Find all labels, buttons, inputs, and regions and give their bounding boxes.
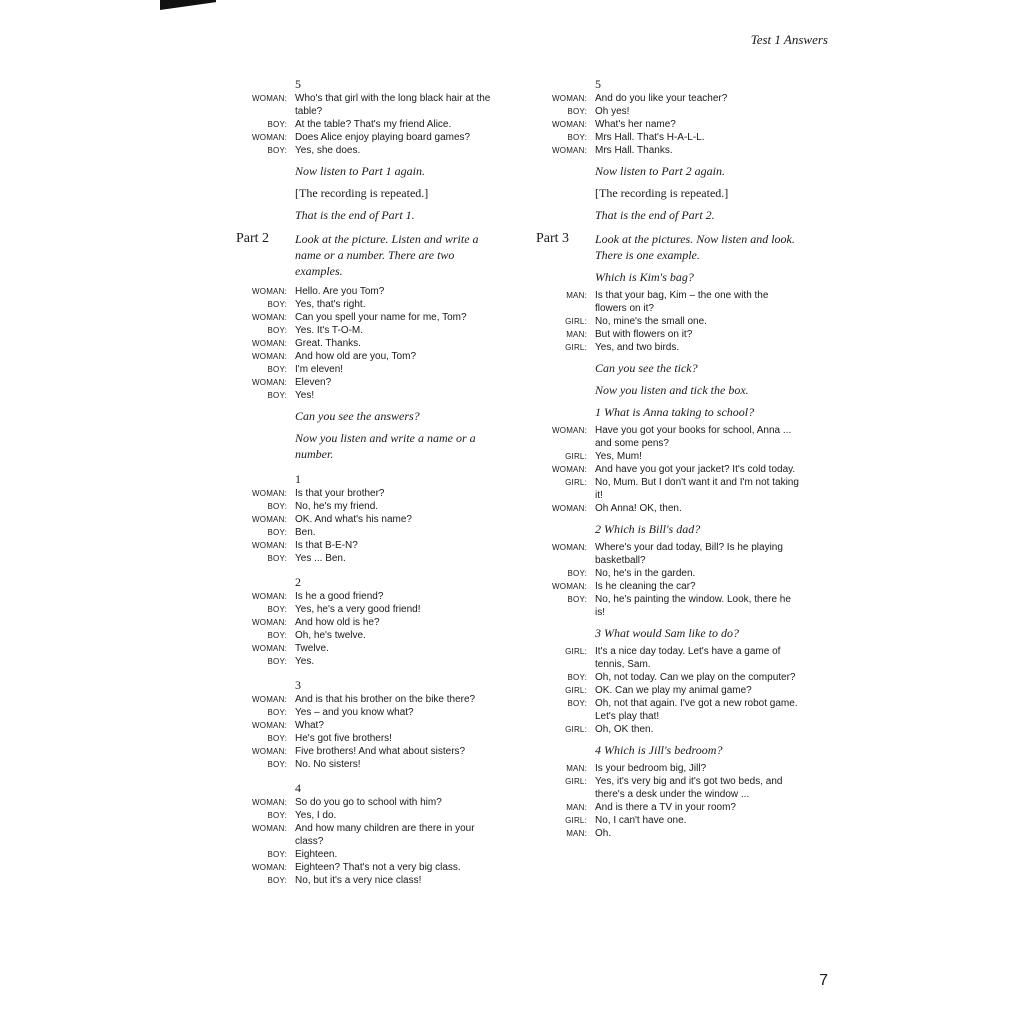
- speech-text: No, I can't have one.: [595, 815, 687, 826]
- speaker-label: WOMAN:: [252, 515, 287, 524]
- dialogue-line: [236, 363, 500, 376]
- see-answers-note: Can you see the answers?: [295, 409, 420, 423]
- dialogue-line: [236, 590, 500, 603]
- dialogue: [536, 424, 802, 515]
- repeated-note: [The recording is repeated.]: [295, 186, 429, 200]
- speech-text: At the table? That's my friend Alice.: [295, 119, 452, 130]
- speech-text: Oh yes!: [595, 106, 630, 117]
- dialogue-line: [536, 463, 802, 476]
- speaker-label: WOMAN:: [252, 378, 287, 387]
- speaker-label: BOY:: [267, 146, 287, 155]
- speaker-label: WOMAN:: [252, 313, 287, 322]
- speaker-label: BOY:: [567, 569, 587, 578]
- speaker-label: BOY:: [267, 631, 287, 640]
- dialogue-line: [536, 328, 802, 341]
- speech-text: Eleven?: [295, 377, 332, 388]
- speaker-label: WOMAN:: [252, 798, 287, 807]
- dialogue-line: [236, 809, 500, 822]
- dialogue-line: [536, 289, 802, 315]
- speech-text: Oh, not today. Can we play on the computer?: [595, 672, 796, 683]
- dialogue: [236, 590, 500, 668]
- dialogue: [536, 289, 802, 354]
- speech-text: No, he's my friend.: [295, 501, 379, 512]
- part-label: Part 2: [236, 231, 270, 246]
- speech-text: Is he a good friend?: [295, 591, 384, 602]
- speech-text: Yes!: [295, 390, 315, 401]
- speech-text: Is that your bag, Kim – the one with the flowers on it?: [595, 290, 769, 314]
- speaker-label: MAN:: [566, 829, 587, 838]
- speaker-label: WOMAN:: [252, 695, 287, 704]
- speaker-label: WOMAN:: [252, 489, 287, 498]
- speaker-label: WOMAN:: [252, 133, 287, 142]
- dialogue-line: [236, 706, 500, 719]
- example-question: Which is Kim's bag?: [595, 270, 694, 284]
- dialogue-line: [236, 719, 500, 732]
- dialogue-line: [236, 693, 500, 706]
- speech-text: OK. Can we play my animal game?: [595, 685, 752, 696]
- speech-text: No, mine's the small one.: [595, 316, 707, 327]
- speech-text: Mrs Hall. That's H-A-L-L.: [595, 132, 705, 143]
- speech-text: Who's that girl with the long black hair at the table?: [295, 93, 491, 117]
- dialogue: [536, 541, 802, 619]
- dialogue-line: [236, 848, 500, 861]
- dialogue-line: [236, 655, 500, 668]
- dialogue-line: [236, 732, 500, 745]
- speech-text: Yes, that's right.: [295, 299, 366, 310]
- speech-text: And is that his brother on the bike there?: [295, 694, 476, 705]
- speech-text: Does Alice enjoy playing board games?: [295, 132, 471, 143]
- speaker-label: GIRL:: [565, 686, 587, 695]
- speaker-label: WOMAN:: [252, 541, 287, 550]
- speaker-label: GIRL:: [565, 317, 587, 326]
- dialogue-line: [236, 350, 500, 363]
- speech-text: Is he cleaning the car?: [595, 581, 696, 592]
- speaker-label: BOY:: [267, 300, 287, 309]
- speaker-label: GIRL:: [565, 478, 587, 487]
- question: 4 Which is Jill's bedroom?: [595, 743, 723, 757]
- speaker-label: BOY:: [267, 391, 287, 400]
- dialogue-line: [536, 341, 802, 354]
- dialogue: [536, 92, 802, 157]
- speaker-label: WOMAN:: [552, 543, 587, 552]
- now-listen-note: Now you listen and tick the box.: [595, 383, 749, 397]
- speech-text: And have you got your jacket? It's cold today.: [595, 464, 796, 475]
- dialogue-line: [536, 144, 802, 157]
- speaker-label: BOY:: [567, 133, 587, 142]
- dialogue-line: [536, 118, 802, 131]
- dialogue-line: [236, 526, 500, 539]
- speech-text: Is that your brother?: [295, 488, 385, 499]
- dialogue-line: [236, 616, 500, 629]
- speech-text: No, but it's a very nice class!: [295, 875, 422, 886]
- page-number: 7: [819, 972, 828, 989]
- speaker-label: MAN:: [566, 803, 587, 812]
- speech-text: Twelve.: [295, 643, 329, 654]
- speaker-label: BOY:: [567, 699, 587, 708]
- speech-text: Ben.: [295, 527, 316, 538]
- speech-text: Is your bedroom big, Jill?: [595, 763, 707, 774]
- dialogue-line: [236, 861, 500, 874]
- dialogue: [236, 92, 500, 157]
- dialogue-line: [236, 796, 500, 809]
- speaker-label: WOMAN:: [252, 618, 287, 627]
- section-number: 5: [295, 77, 301, 91]
- speech-text: And how old is he?: [295, 617, 380, 628]
- dialogue-line: [236, 487, 500, 500]
- speech-text: So do you go to school with him?: [295, 797, 442, 808]
- dialogue-line: [536, 450, 802, 463]
- speech-text: OK. And what's his name?: [295, 514, 412, 525]
- speaker-label: WOMAN:: [552, 504, 587, 513]
- speech-text: Oh, OK then.: [595, 724, 654, 735]
- speaker-label: GIRL:: [565, 725, 587, 734]
- dialogue-line: [236, 337, 500, 350]
- speech-text: And how old are you, Tom?: [295, 351, 417, 362]
- part-instruction: Look at the picture. Listen and write a name or a number. There are two examples.: [295, 232, 479, 278]
- speaker-label: WOMAN:: [252, 339, 287, 348]
- speech-text: Hello. Are you Tom?: [295, 286, 385, 297]
- speaker-label: BOY:: [267, 528, 287, 537]
- dialogue-line: [236, 389, 500, 402]
- dialogue-line: [236, 285, 500, 298]
- speech-text: And is there a TV in your room?: [595, 802, 736, 813]
- dialogue-line: [236, 552, 500, 565]
- dialogue-line: [536, 775, 802, 801]
- speech-text: Yes, and two birds.: [595, 342, 680, 353]
- speech-text: And how many children are there in your class?: [295, 823, 475, 847]
- speaker-label: WOMAN:: [252, 824, 287, 833]
- dialogue-line: [536, 105, 802, 118]
- end-note: That is the end of Part 2.: [595, 208, 715, 222]
- dialogue-line: [536, 762, 802, 775]
- corner-scan-mark: [160, 0, 216, 10]
- speaker-label: WOMAN:: [252, 287, 287, 296]
- section-number: 1: [295, 472, 301, 486]
- speech-text: Where's your dad today, Bill? Is he playing basketball?: [595, 542, 783, 566]
- speech-text: Yes. It's T-O-M.: [295, 325, 364, 336]
- speaker-label: BOY:: [267, 120, 287, 129]
- speech-text: Is that B-E-N?: [295, 540, 358, 551]
- speaker-label: BOY:: [267, 365, 287, 374]
- speaker-label: BOY:: [567, 595, 587, 604]
- dialogue-line: [236, 298, 500, 311]
- speech-text: What's her name?: [595, 119, 676, 130]
- speech-text: Mrs Hall. Thanks.: [595, 145, 673, 156]
- speech-text: Yes.: [295, 656, 315, 667]
- dialogue-line: [236, 603, 500, 616]
- question: 1 What is Anna taking to school?: [595, 405, 755, 419]
- speaker-label: BOY:: [267, 657, 287, 666]
- speech-text: And do you like your teacher?: [595, 93, 728, 104]
- dialogue-line: [236, 629, 500, 642]
- dialogue-line: [536, 827, 802, 840]
- speech-text: Yes – and you know what?: [295, 707, 414, 718]
- now-listen-note: Now you listen and write a name or a number.: [295, 431, 476, 461]
- speaker-label: BOY:: [267, 502, 287, 511]
- question: 2 Which is Bill's dad?: [595, 522, 701, 536]
- dialogue-line: [236, 324, 500, 337]
- speaker-label: WOMAN:: [252, 94, 287, 103]
- speech-text: Oh Anna! OK, then.: [595, 503, 682, 514]
- dialogue: [236, 487, 500, 565]
- speech-text: Oh, not that again. I've got a new robot game. Let's play that!: [595, 698, 798, 722]
- speech-text: No, he's painting the window. Look, there he is!: [595, 594, 791, 618]
- left-column: [236, 76, 500, 891]
- end-note: That is the end of Part 1.: [295, 208, 415, 222]
- dialogue-line: [536, 315, 802, 328]
- running-head: Test 1 Answers: [750, 32, 828, 47]
- dialogue-line: [536, 697, 802, 723]
- speaker-label: BOY:: [267, 554, 287, 563]
- speech-text: Eighteen? That's not a very big class.: [295, 862, 461, 873]
- dialogue-line: [236, 539, 500, 552]
- dialogue-line: [236, 311, 500, 324]
- speaker-label: GIRL:: [565, 816, 587, 825]
- speaker-label: BOY:: [267, 876, 287, 885]
- dialogue: [236, 796, 500, 887]
- speech-text: Yes, she does.: [295, 145, 361, 156]
- speaker-label: BOY:: [267, 734, 287, 743]
- dialogue-line: [536, 801, 802, 814]
- dialogue-line: [536, 541, 802, 567]
- speaker-label: BOY:: [267, 605, 287, 614]
- dialogue-line: [236, 92, 500, 118]
- dialogue-line: [236, 822, 500, 848]
- dialogue-line: [236, 758, 500, 771]
- speaker-label: BOY:: [567, 673, 587, 682]
- speech-text: Can you spell your name for me, Tom?: [295, 312, 467, 323]
- dialogue-line: [536, 424, 802, 450]
- speech-text: Great. Thanks.: [295, 338, 361, 349]
- dialogue-line: [536, 684, 802, 697]
- dialogue-line: [536, 580, 802, 593]
- speaker-label: WOMAN:: [552, 465, 587, 474]
- dialogue-line: [536, 645, 802, 671]
- speaker-label: MAN:: [566, 330, 587, 339]
- dialogue-line: [236, 745, 500, 758]
- section-number: 5: [595, 77, 601, 91]
- dialogue-line: [236, 144, 500, 157]
- dialogue-line: [536, 593, 802, 619]
- speech-text: No, he's in the garden.: [595, 568, 696, 579]
- speaker-label: WOMAN:: [252, 721, 287, 730]
- part-heading: [536, 231, 802, 263]
- speech-text: No. No sisters!: [295, 759, 361, 770]
- speaker-label: BOY:: [267, 326, 287, 335]
- speech-text: No, Mum. But I don't want it and I'm not taking it!: [595, 477, 799, 501]
- speech-text: I'm eleven!: [295, 364, 344, 375]
- dialogue: [536, 645, 802, 736]
- part-label: Part 3: [536, 231, 570, 246]
- speaker-label: MAN:: [566, 764, 587, 773]
- speech-text: Yes, I do.: [295, 810, 337, 821]
- dialogue-line: [236, 500, 500, 513]
- speech-text: Eighteen.: [295, 849, 338, 860]
- see-tick-note: Can you see the tick?: [595, 361, 698, 375]
- dialogue-line: [236, 874, 500, 887]
- speech-text: He's got five brothers!: [295, 733, 392, 744]
- speech-text: What?: [295, 720, 324, 731]
- speech-text: Five brothers! And what about sisters?: [295, 746, 466, 757]
- speech-text: Have you got your books for school, Anna ... and some pens?: [595, 425, 792, 449]
- speaker-label: GIRL:: [565, 452, 587, 461]
- dialogue: [536, 762, 802, 840]
- dialogue-line: [236, 376, 500, 389]
- listen-again-note: Now listen to Part 2 again.: [595, 164, 726, 178]
- speaker-label: WOMAN:: [552, 426, 587, 435]
- dialogue-line: [236, 118, 500, 131]
- speaker-label: BOY:: [267, 760, 287, 769]
- speech-text: Oh.: [595, 828, 612, 839]
- speaker-label: BOY:: [267, 811, 287, 820]
- listen-again-note: Now listen to Part 1 again.: [295, 164, 426, 178]
- speaker-label: WOMAN:: [252, 644, 287, 653]
- speaker-label: WOMAN:: [252, 592, 287, 601]
- part-heading: [236, 231, 500, 279]
- dialogue-line: [236, 513, 500, 526]
- dialogue-line: [536, 814, 802, 827]
- right-column: [536, 76, 802, 844]
- speech-text: Oh, he's twelve.: [295, 630, 366, 641]
- speaker-label: GIRL:: [565, 777, 587, 786]
- dialogue-line: [536, 723, 802, 736]
- dialogue: [236, 285, 500, 402]
- speech-text: Yes, he's a very good friend!: [295, 604, 421, 615]
- speaker-label: WOMAN:: [252, 352, 287, 361]
- section-number: 3: [295, 678, 301, 692]
- speech-text: It's a nice day today. Let's have a game of tennis, Sam.: [595, 646, 781, 670]
- speech-text: Yes ... Ben.: [295, 553, 346, 564]
- speaker-label: BOY:: [267, 850, 287, 859]
- dialogue-line: [536, 131, 802, 144]
- speaker-label: BOY:: [267, 708, 287, 717]
- speaker-label: GIRL:: [565, 647, 587, 656]
- dialogue-line: [536, 476, 802, 502]
- section-number: 2: [295, 575, 301, 589]
- dialogue-line: [536, 92, 802, 105]
- part-instruction: Look at the pictures. Now listen and look. There is one example.: [595, 232, 795, 262]
- speaker-label: GIRL:: [565, 343, 587, 352]
- dialogue-line: [536, 671, 802, 684]
- speaker-label: MAN:: [566, 291, 587, 300]
- speaker-label: BOY:: [567, 107, 587, 116]
- dialogue: [236, 693, 500, 771]
- speaker-label: WOMAN:: [252, 747, 287, 756]
- dialogue-line: [236, 131, 500, 144]
- speaker-label: WOMAN:: [552, 94, 587, 103]
- section-number: 4: [295, 781, 301, 795]
- speaker-label: WOMAN:: [252, 863, 287, 872]
- speaker-label: WOMAN:: [552, 146, 587, 155]
- dialogue-line: [536, 567, 802, 580]
- speech-text: Yes, it's very big and it's got two beds, and there's a desk under the window ...: [595, 776, 783, 800]
- dialogue-line: [536, 502, 802, 515]
- question: 3 What would Sam like to do?: [595, 626, 739, 640]
- speaker-label: WOMAN:: [552, 582, 587, 591]
- speech-text: But with flowers on it?: [595, 329, 693, 340]
- speaker-label: WOMAN:: [552, 120, 587, 129]
- dialogue-line: [236, 642, 500, 655]
- repeated-note: [The recording is repeated.]: [595, 186, 729, 200]
- speech-text: Yes, Mum!: [595, 451, 642, 462]
